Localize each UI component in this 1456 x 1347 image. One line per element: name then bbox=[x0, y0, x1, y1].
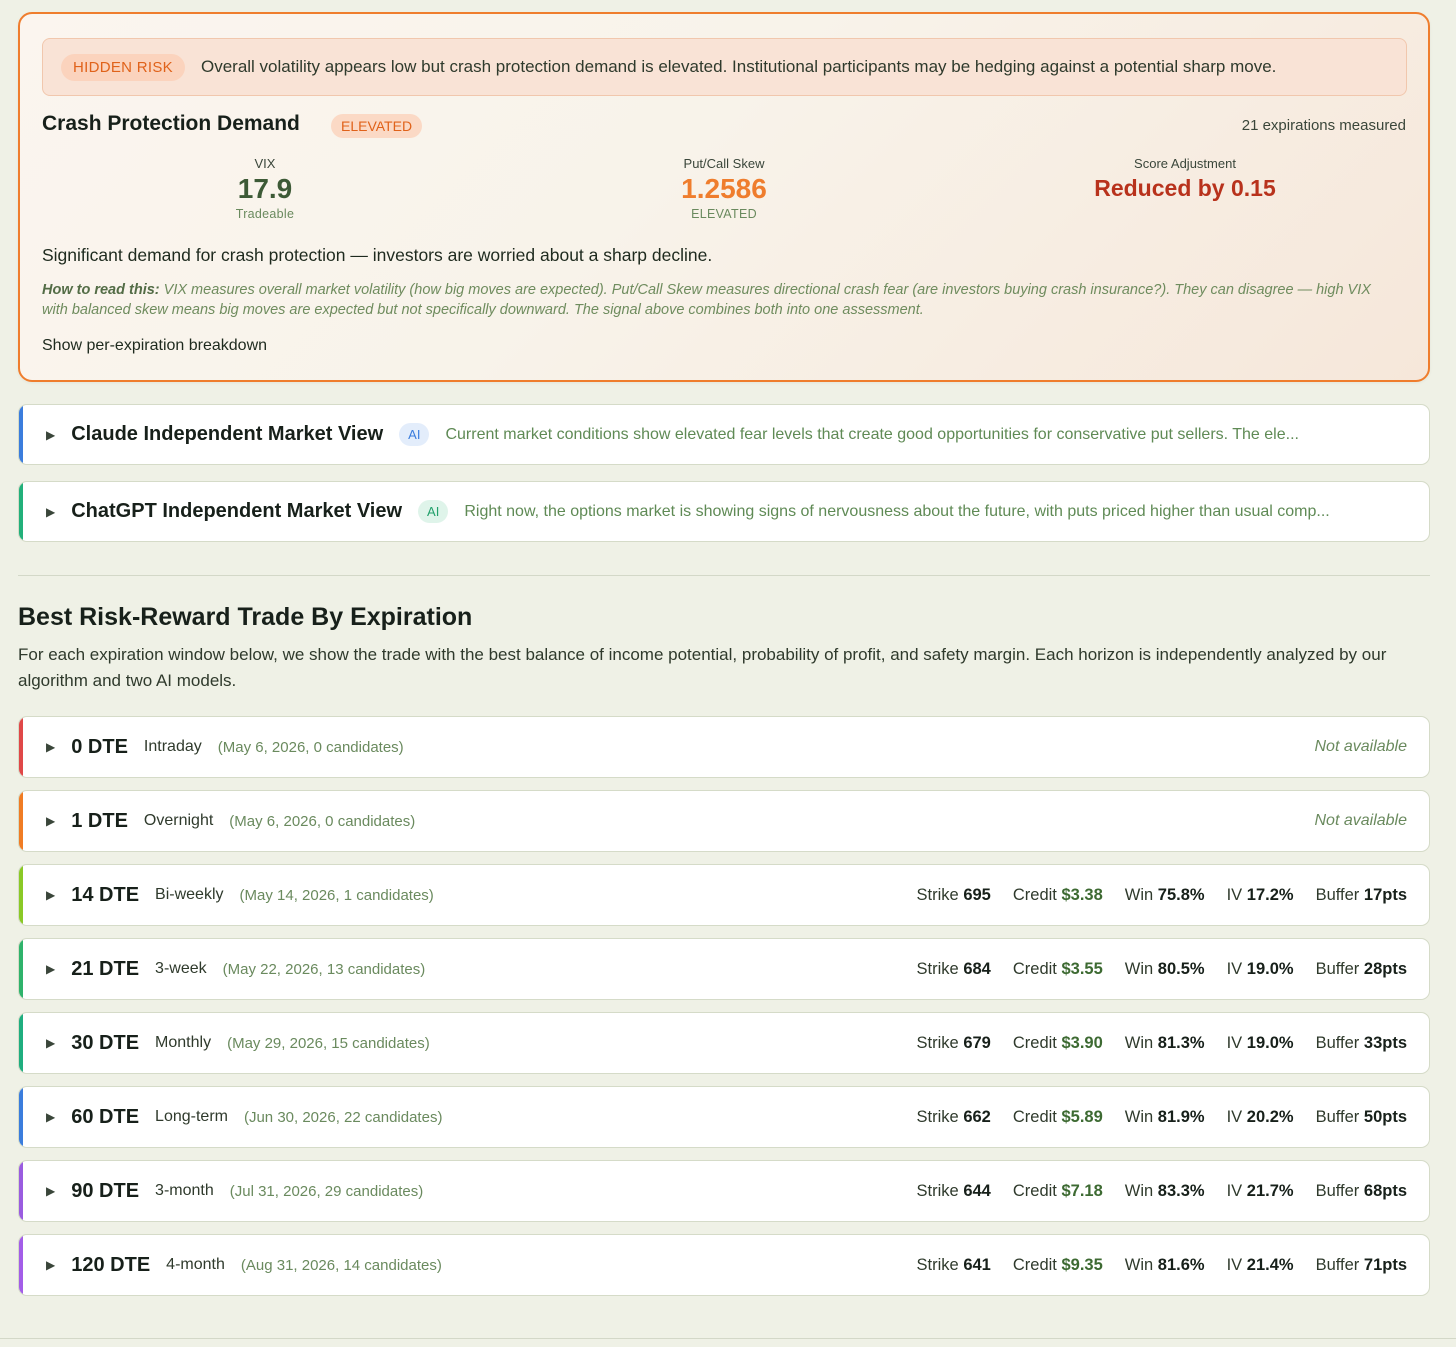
skew-metric bbox=[574, 156, 874, 221]
buffer-label: Buffer bbox=[1315, 1255, 1360, 1274]
win-value: 81.3% bbox=[1157, 1033, 1205, 1052]
iv-stat bbox=[1227, 960, 1294, 979]
dte-label: 60 DTE bbox=[71, 1105, 140, 1128]
expiration-meta: (May 22, 2026, 13 candidates) bbox=[222, 960, 426, 978]
row-accent-bar bbox=[19, 717, 23, 777]
strike-label: Strike bbox=[916, 1255, 959, 1274]
not-available-label: Not available bbox=[1314, 738, 1407, 755]
claude-ai-badge: AI bbox=[399, 423, 429, 446]
how-to-read-text: VIX measures overall market volatility (how big moves are expected). Put/Call Skew measures directional crash fear (are investors buying crash insurance?). They can disagree — high VIX with balanced skew means big moves are expected but not specifically downward. The signal above combines both into one assessment. bbox=[42, 282, 1371, 318]
strike-stat bbox=[917, 960, 991, 979]
row-accent-bar bbox=[19, 1013, 23, 1073]
row-accent-bar bbox=[19, 939, 23, 999]
buffer-stat bbox=[1316, 886, 1407, 905]
buffer-stat bbox=[1316, 960, 1407, 979]
horizon-label: Intraday bbox=[143, 738, 202, 755]
iv-stat bbox=[1227, 1256, 1294, 1275]
iv-stat bbox=[1227, 886, 1294, 905]
iv-stat bbox=[1227, 1182, 1294, 1201]
strike-value: 662 bbox=[963, 1107, 991, 1126]
row-accent-bar bbox=[19, 791, 23, 851]
credit-label: Credit bbox=[1012, 1107, 1057, 1126]
claude-view-title: Claude Independent Market View bbox=[71, 423, 384, 445]
win-value: 80.5% bbox=[1157, 959, 1205, 978]
chatgpt-view-preview: Right now, the options market is showing signs of nervousness about the future, with puts priced higher than usual comp... bbox=[464, 502, 1330, 520]
horizon-label: 3-month bbox=[155, 1182, 214, 1199]
win-label: Win bbox=[1124, 1181, 1154, 1200]
credit-stat bbox=[1013, 1108, 1103, 1127]
iv-label: IV bbox=[1226, 1255, 1243, 1274]
dte-label: 1 DTE bbox=[71, 809, 128, 832]
credit-value: $9.35 bbox=[1061, 1255, 1103, 1274]
row-accent-bar bbox=[19, 1161, 23, 1221]
win-label: Win bbox=[1124, 885, 1154, 904]
win-stat bbox=[1125, 1256, 1205, 1275]
dte-label: 0 DTE bbox=[71, 735, 128, 758]
vix-metric bbox=[115, 156, 415, 221]
expiration-row-60dte[interactable] bbox=[18, 1086, 1430, 1148]
expirations-measured: 21 expirations measured bbox=[1241, 117, 1406, 134]
win-value: 83.3% bbox=[1157, 1181, 1205, 1200]
chatgpt-accent-bar bbox=[19, 482, 23, 541]
credit-stat bbox=[1013, 1182, 1103, 1201]
expand-triangle-icon[interactable]: ▶ bbox=[46, 1184, 56, 1198]
credit-stat bbox=[1013, 1034, 1103, 1053]
section-title: Best Risk-Reward Trade By Expiration bbox=[18, 603, 473, 631]
row-accent-bar bbox=[19, 1087, 23, 1147]
credit-stat bbox=[1013, 1256, 1103, 1275]
expiration-row-1dte[interactable] bbox=[18, 790, 1430, 852]
how-to-read-label: How to read this: bbox=[42, 282, 160, 298]
bottom-divider bbox=[0, 1338, 1456, 1339]
buffer-stat bbox=[1316, 1034, 1407, 1053]
buffer-value: 71pts bbox=[1363, 1255, 1407, 1274]
iv-label: IV bbox=[1226, 1181, 1243, 1200]
iv-label: IV bbox=[1226, 885, 1243, 904]
strike-stat bbox=[917, 1108, 991, 1127]
expand-triangle-icon[interactable]: ▶ bbox=[46, 1110, 56, 1124]
expand-triangle-icon[interactable]: ▶ bbox=[46, 814, 56, 828]
horizon-label: Long-term bbox=[155, 1108, 228, 1125]
expiration-row-14dte[interactable] bbox=[18, 864, 1430, 926]
strike-stat bbox=[917, 1182, 991, 1201]
win-stat bbox=[1125, 886, 1205, 905]
expiration-meta: (May 6, 2026, 0 candidates) bbox=[229, 812, 416, 830]
dte-label: 90 DTE bbox=[71, 1179, 140, 1202]
claude-view-preview: Current market conditions show elevated fear levels that create good opportunities for conservative put sellers. The ele... bbox=[445, 425, 1299, 443]
credit-value: $3.38 bbox=[1061, 885, 1103, 904]
horizon-label: Bi-weekly bbox=[155, 886, 224, 903]
expand-triangle-icon[interactable]: ▶ bbox=[46, 962, 56, 976]
win-label: Win bbox=[1124, 1033, 1154, 1052]
expiration-meta: (May 6, 2026, 0 candidates) bbox=[217, 738, 404, 756]
credit-value: $7.18 bbox=[1061, 1181, 1103, 1200]
iv-value: 19.0% bbox=[1246, 959, 1294, 978]
score-value: Reduced by 0.15 bbox=[1094, 175, 1276, 201]
vix-sub: Tradeable bbox=[235, 207, 295, 221]
credit-label: Credit bbox=[1012, 1255, 1057, 1274]
expand-triangle-icon[interactable]: ▶ bbox=[46, 1036, 56, 1050]
win-stat bbox=[1125, 960, 1205, 979]
strike-label: Strike bbox=[916, 1181, 959, 1200]
expiration-row-30dte[interactable] bbox=[18, 1012, 1430, 1074]
skew-value: 1.2586 bbox=[681, 173, 767, 204]
win-value: 75.8% bbox=[1157, 885, 1205, 904]
expiration-meta: (May 29, 2026, 15 candidates) bbox=[227, 1034, 430, 1052]
buffer-label: Buffer bbox=[1315, 1107, 1360, 1126]
not-available-label: Not available bbox=[1314, 812, 1407, 829]
expiration-meta: (Jul 31, 2026, 29 candidates) bbox=[229, 1182, 424, 1200]
buffer-stat bbox=[1316, 1108, 1407, 1127]
win-stat bbox=[1125, 1108, 1205, 1127]
claude-accent-bar bbox=[19, 405, 23, 464]
dte-label: 120 DTE bbox=[71, 1253, 151, 1276]
crash-protection-title: Crash Protection Demand bbox=[42, 112, 300, 135]
expiration-meta: (Aug 31, 2026, 14 candidates) bbox=[240, 1256, 442, 1274]
iv-stat bbox=[1227, 1108, 1294, 1127]
win-value: 81.9% bbox=[1157, 1107, 1205, 1126]
section-divider bbox=[18, 575, 1430, 576]
hidden-risk-banner bbox=[42, 38, 1407, 96]
strike-value: 641 bbox=[963, 1255, 991, 1274]
expiration-meta: (May 14, 2026, 1 candidates) bbox=[239, 886, 434, 904]
buffer-stat bbox=[1316, 1182, 1407, 1201]
credit-value: $3.90 bbox=[1061, 1033, 1103, 1052]
chatgpt-ai-badge: AI bbox=[418, 500, 448, 523]
buffer-value: 68pts bbox=[1363, 1181, 1407, 1200]
chatgpt-market-view[interactable] bbox=[18, 481, 1430, 542]
iv-stat bbox=[1227, 1034, 1294, 1053]
vix-label: VIX bbox=[254, 156, 276, 171]
chatgpt-view-title: ChatGPT Independent Market View bbox=[71, 500, 403, 522]
strike-label: Strike bbox=[916, 1033, 959, 1052]
buffer-label: Buffer bbox=[1315, 1033, 1360, 1052]
buffer-value: 17pts bbox=[1363, 885, 1407, 904]
dte-label: 30 DTE bbox=[71, 1031, 140, 1054]
row-accent-bar bbox=[19, 865, 23, 925]
strike-label: Strike bbox=[916, 885, 959, 904]
expand-triangle-icon[interactable]: ▶ bbox=[46, 1258, 56, 1272]
dte-label: 21 DTE bbox=[71, 957, 140, 980]
iv-value: 17.2% bbox=[1246, 885, 1294, 904]
iv-value: 20.2% bbox=[1246, 1107, 1294, 1126]
win-value: 81.6% bbox=[1157, 1255, 1205, 1274]
strike-stat bbox=[917, 1256, 991, 1275]
strike-value: 644 bbox=[963, 1181, 991, 1200]
buffer-value: 50pts bbox=[1363, 1107, 1407, 1126]
win-label: Win bbox=[1124, 1107, 1154, 1126]
expand-triangle-icon[interactable]: ▶ bbox=[46, 427, 56, 442]
credit-label: Credit bbox=[1012, 885, 1057, 904]
expiration-row-90dte[interactable] bbox=[18, 1160, 1430, 1222]
hidden-risk-badge: HIDDEN RISK bbox=[61, 54, 185, 81]
hidden-risk-text: Overall volatility appears low but crash protection demand is elevated. Institutional participants may be hedging against a potential sharp move. bbox=[200, 57, 1277, 76]
win-label: Win bbox=[1124, 1255, 1154, 1274]
crash-summary: Significant demand for crash protection — investors are worried about a sharp decline. bbox=[42, 245, 713, 265]
credit-label: Credit bbox=[1012, 1033, 1057, 1052]
expand-triangle-icon[interactable]: ▶ bbox=[46, 888, 56, 902]
crash-status-badge: ELEVATED bbox=[331, 114, 422, 138]
score-label: Score Adjustment bbox=[1134, 156, 1236, 171]
row-accent-bar bbox=[19, 1235, 23, 1295]
skew-sub: ELEVATED bbox=[691, 207, 757, 221]
credit-stat bbox=[1013, 886, 1103, 905]
buffer-label: Buffer bbox=[1315, 959, 1360, 978]
horizon-label: Overnight bbox=[143, 812, 214, 829]
buffer-label: Buffer bbox=[1315, 885, 1360, 904]
strike-stat bbox=[917, 886, 991, 905]
horizon-label: 3-week bbox=[155, 960, 207, 977]
credit-value: $3.55 bbox=[1061, 959, 1103, 978]
credit-label: Credit bbox=[1012, 1181, 1057, 1200]
expand-triangle-icon[interactable]: ▶ bbox=[46, 504, 56, 519]
expand-triangle-icon[interactable]: ▶ bbox=[46, 740, 56, 754]
iv-label: IV bbox=[1226, 1033, 1243, 1052]
strike-label: Strike bbox=[916, 1107, 959, 1126]
iv-value: 21.7% bbox=[1246, 1181, 1294, 1200]
win-stat bbox=[1125, 1182, 1205, 1201]
section-description: For each expiration window below, we show the trade with the best balance of income potential, probability of profit, and safety margin. Each horizon is independently analyzed by our algorithm and two AI models. bbox=[18, 645, 1387, 690]
expiration-meta: (Jun 30, 2026, 22 candidates) bbox=[243, 1108, 443, 1126]
skew-label: Put/Call Skew bbox=[683, 156, 765, 171]
strike-value: 684 bbox=[963, 959, 991, 978]
score-metric bbox=[1035, 156, 1335, 202]
credit-label: Credit bbox=[1012, 959, 1057, 978]
dte-label: 14 DTE bbox=[71, 883, 140, 906]
breakdown-toggle[interactable]: Show per-expiration breakdown bbox=[42, 337, 268, 354]
win-stat bbox=[1125, 1034, 1205, 1053]
credit-stat bbox=[1013, 960, 1103, 979]
iv-value: 21.4% bbox=[1246, 1255, 1294, 1274]
horizon-label: 4-month bbox=[166, 1256, 225, 1273]
expiration-row-0dte[interactable] bbox=[18, 716, 1430, 778]
horizon-label: Monthly bbox=[155, 1034, 212, 1051]
claude-market-view[interactable] bbox=[18, 404, 1430, 465]
buffer-label: Buffer bbox=[1315, 1181, 1360, 1200]
how-to-read bbox=[42, 280, 1392, 320]
iv-value: 19.0% bbox=[1246, 1033, 1294, 1052]
vix-value: 17.9 bbox=[237, 173, 293, 204]
iv-label: IV bbox=[1226, 1107, 1243, 1126]
strike-value: 695 bbox=[963, 885, 991, 904]
strike-stat bbox=[917, 1034, 991, 1053]
buffer-value: 28pts bbox=[1363, 959, 1407, 978]
strike-label: Strike bbox=[916, 959, 959, 978]
win-label: Win bbox=[1124, 959, 1154, 978]
expiration-row-21dte[interactable] bbox=[18, 938, 1430, 1000]
iv-label: IV bbox=[1226, 959, 1243, 978]
buffer-stat bbox=[1316, 1256, 1407, 1275]
buffer-value: 33pts bbox=[1363, 1033, 1407, 1052]
crash-protection-card bbox=[18, 12, 1430, 382]
strike-value: 679 bbox=[963, 1033, 991, 1052]
credit-value: $5.89 bbox=[1061, 1107, 1103, 1126]
expiration-row-120dte[interactable] bbox=[18, 1234, 1430, 1296]
